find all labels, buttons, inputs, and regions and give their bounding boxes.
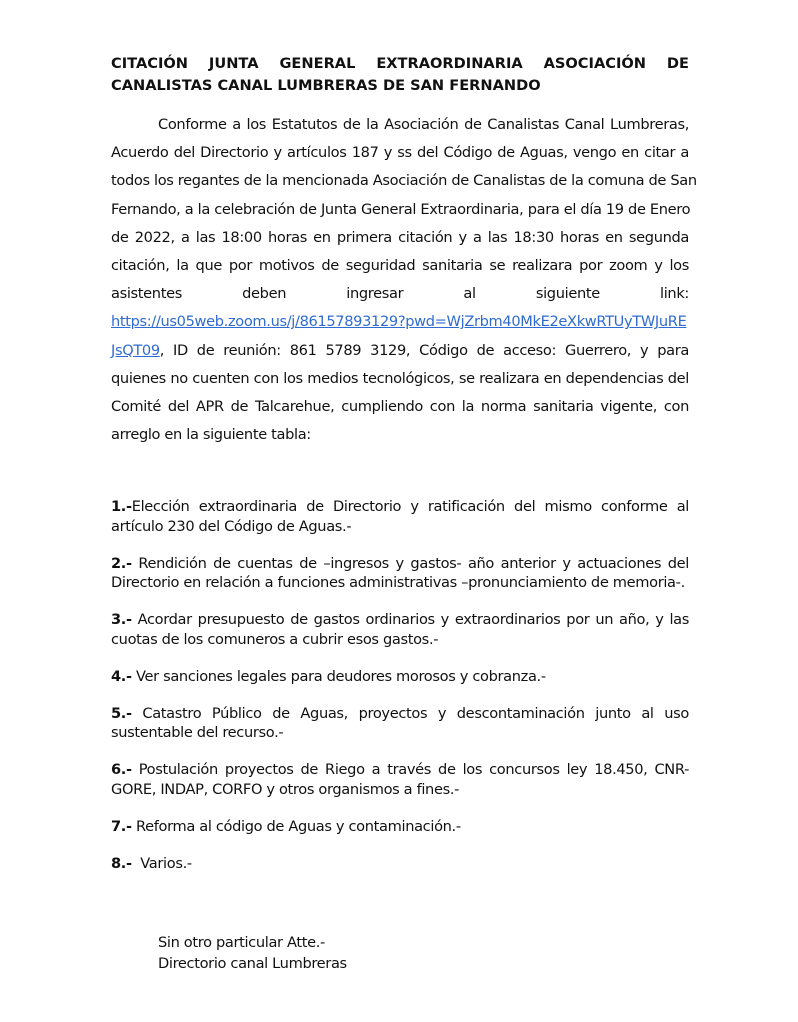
paragraph-line: todos los regantes de la mencionada Asociación de Canalistas de la comuna de San: [111, 172, 697, 190]
agenda-item: [111, 760, 689, 799]
citation-paragraph: [111, 111, 697, 449]
meeting-id-text: , ID de reunión: 861 5789 3129, Código de acceso: Guerrero, y para: [159, 341, 689, 359]
agenda-text: Directorio en relación a funciones administrativas –pronunciamiento de memoria-.: [111, 574, 685, 591]
agenda-number: 6.-: [111, 761, 132, 778]
agenda-text: Catastro Público de Aguas, proyectos y descontaminación junto al uso: [131, 704, 689, 722]
paragraph-line: Comité del APR de Talcarehue, cumpliendo con la norma sanitaria vigente, con: [111, 398, 689, 416]
closing-line: Sin otro particular Atte.-: [158, 934, 325, 951]
agenda-item: [111, 610, 689, 649]
paragraph-line: asistentes deben ingresar al siguiente link:: [111, 285, 689, 303]
agenda-text: Reforma al código de Aguas y contaminación.-: [131, 817, 461, 835]
agenda-text: artículo 230 del Código de Aguas.-: [111, 517, 352, 535]
title-line-2: CANALISTAS CANAL LUMBRERAS DE SAN FERNANDO: [111, 77, 541, 94]
paragraph-line: Conforme a los Estatutos de la Asociación de Canalistas Canal Lumbreras,: [158, 116, 689, 133]
paragraph-line: Fernando, a la celebración de Junta General Extraordinaria, para el día 19 de Enero: [111, 200, 691, 218]
agenda-number: 7.-: [111, 817, 132, 835]
paragraph-line: Acuerdo del Directorio y artículos 187 y ss del Código de Aguas, vengo en citar a: [111, 144, 689, 162]
agenda-text: sustentable del recurso.-: [111, 724, 284, 741]
paragraph-line: de 2022, a las 18:00 horas en primera citación y a las 18:30 horas en segunda: [111, 228, 689, 246]
paragraph-line: citación, la que por motivos de seguridad sanitaria se realizara por zoom y los: [111, 257, 689, 275]
zoom-link[interactable]: https://us05web.zoom.us/j/86157893129?pwd=WjZrbm40MkE2eXkwRTUyTWJuRE: [111, 313, 687, 331]
agenda-text: Acordar presupuesto de gastos ordinarios y extraordinarios por un año, y las: [131, 611, 689, 628]
agenda-text: Rendición de cuentas de –ingresos y gastos- año anterior y actuaciones del: [131, 554, 689, 572]
zoom-link-continuation[interactable]: JsQT09: [111, 341, 160, 359]
agenda-number: 3.-: [111, 611, 132, 628]
agenda-text: Elección extraordinaria de Directorio y ratificación del mismo conforme al: [131, 498, 689, 515]
paragraph-line: [111, 337, 689, 365]
agenda-list: [111, 497, 689, 891]
paragraph-line: arreglo en la siguiente tabla:: [111, 426, 311, 444]
agenda-text: Postulación proyectos de Riego a través de los concursos ley 18.450, CNR-: [131, 761, 689, 778]
agenda-item: [111, 667, 689, 687]
document-title: [111, 53, 689, 97]
agenda-item: [111, 817, 689, 837]
closing-signature: [158, 932, 347, 974]
agenda-item: [111, 554, 689, 593]
paragraph-line: quienes no cuenten con los medios tecnológicos, se realizara en dependencias del: [111, 369, 689, 387]
agenda-text: cuotas de los comuneros a cubrir esos gastos.-: [111, 630, 439, 648]
agenda-text: GORE, INDAP, CORFO y otros organismos a fines.-: [111, 780, 460, 798]
agenda-number: 8.-: [111, 854, 132, 872]
agenda-number: 4.-: [111, 667, 132, 685]
agenda-item: [111, 854, 689, 874]
signature-line: Directorio canal Lumbreras: [158, 955, 347, 972]
agenda-text: Varios.-: [131, 854, 192, 872]
agenda-number: 2.-: [111, 554, 132, 572]
agenda-text: Ver sanciones legales para deudores morosos y cobranza.-: [131, 667, 546, 685]
agenda-number: 5.-: [111, 704, 132, 722]
title-line-1: CITACIÓN JUNTA GENERAL EXTRAORDINARIA ASOCIACIÓN DE: [111, 55, 689, 72]
agenda-item: [111, 704, 689, 743]
agenda-number: 1.-: [111, 498, 132, 515]
agenda-item: [111, 497, 689, 536]
zoom-link-line: [111, 308, 689, 336]
